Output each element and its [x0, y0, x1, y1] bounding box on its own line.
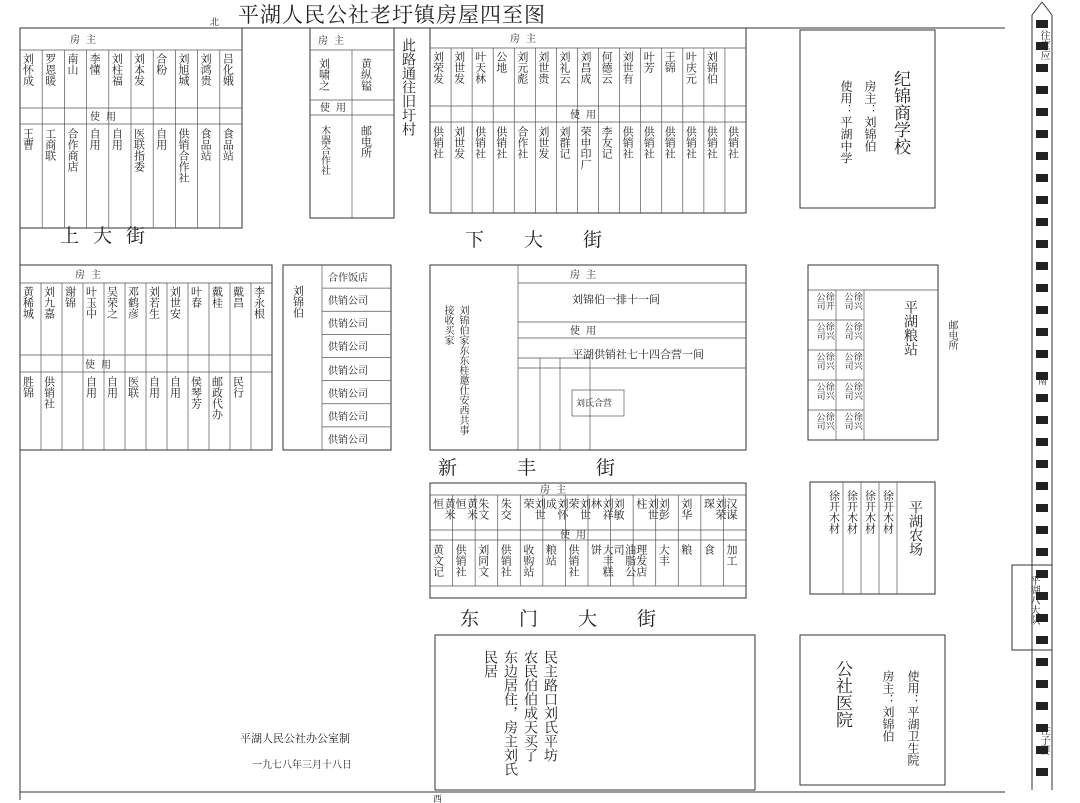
ns-user: 油脂公司: [612, 544, 637, 577]
ub-top-owner-header: 房主: [70, 35, 102, 46]
lb-top-owner: 刘昌成: [579, 51, 592, 84]
lb-top-user: 供销社: [494, 126, 508, 159]
street-new: 新丰街: [438, 457, 676, 479]
lb-top-owner: 叶芳: [642, 51, 656, 73]
temple-owner: 刘啸之: [317, 58, 331, 91]
lb-top-user: 供销社: [621, 126, 635, 159]
pinghu-dazhao-label: 平湖八大队: [1028, 575, 1039, 625]
ns-owner: 刘世柱: [634, 498, 660, 520]
school-top-user: 使用：平湖中学: [839, 80, 853, 164]
right-grid-cell: 徐兴公司: [842, 412, 862, 430]
ub-top-owner: 刘鸿贵: [199, 53, 213, 86]
road-to-ziying: 往子婴: [1038, 725, 1049, 755]
ub-top-owner: 刘怀成: [21, 53, 35, 86]
temple-user: 邮电所: [359, 125, 373, 158]
lb-top-owner: 公地: [494, 51, 508, 73]
right-grid-cell: 徐兴公司: [842, 352, 862, 370]
lb-top-user: 荣申印厂: [579, 126, 592, 170]
ub-bot-owner: 刘九嘉: [42, 286, 56, 319]
ns-owner: 黄米恒: [454, 498, 479, 520]
temple-note: 此路通往旧圩村: [400, 38, 416, 136]
ub-bot-owner: 谢锦: [63, 286, 77, 308]
ns-owner: 朱交: [499, 498, 513, 520]
ns-owner: 刘怀成: [544, 498, 569, 520]
ns-owner: 汉谋: [724, 498, 738, 520]
mid-col-user: 供销公司: [328, 319, 368, 331]
ub-bot-owner: 李永根: [252, 286, 266, 319]
ub-top-user: 食品站: [221, 128, 235, 161]
ub-top-owner: 罗恩暖: [43, 53, 57, 86]
ub-top-user: 医联指委: [132, 128, 146, 172]
ub-top-owner: 刘本发: [132, 53, 146, 86]
ns-user: 理发店: [634, 544, 648, 577]
ub-bot-owner: 邓鹤彦: [126, 286, 140, 319]
yard-user: 平湖供销社七十四合营一间: [572, 348, 704, 361]
ns-user: 收购站: [521, 544, 535, 577]
lb-top-owner: 刘锦伯: [705, 51, 719, 84]
hospital-box: [800, 635, 945, 785]
right-grid-cell: 徐兴公司: [814, 382, 834, 400]
right2-cell: 徐开木材: [827, 490, 841, 534]
ns-user: 粮站: [544, 544, 558, 566]
ub-bot-user: 胜锦: [21, 376, 35, 398]
ub-top-user: 工商联: [43, 128, 57, 161]
ub-bot-user: 自用: [147, 376, 161, 398]
ub-top-user: 自用: [154, 128, 168, 150]
ns-owner: 黄米恒: [431, 498, 457, 520]
right-grid-cell: 徐兴公司: [842, 322, 862, 340]
bottom-left-note2: 东边居住，房主刘氏民居: [482, 650, 518, 776]
ns-owner: 刘荣琛: [702, 498, 727, 520]
lb-top-owner: 刘元彪: [515, 51, 529, 84]
ns-owner: 刘彭: [657, 498, 671, 520]
ns-user: 大丰: [657, 544, 671, 566]
lb-top-owner: 刘世发: [452, 51, 466, 84]
highway: [1032, 2, 1052, 790]
mid-col-user: 供销公司: [328, 342, 368, 354]
ub-bot-user: 侯琴芳: [189, 376, 203, 409]
ns-owner: 刘敏: [612, 498, 626, 520]
right-grid-cell: 徐兴公司: [814, 352, 834, 370]
ub-bot-owner-header: 房主: [75, 270, 107, 281]
mid-col-user: 供销公司: [328, 411, 368, 423]
ns-user: 供销社: [499, 544, 513, 577]
ns-owner: 刘华: [679, 498, 693, 520]
lb-top-owner: 刘世贵: [536, 51, 550, 84]
lb-top-user: 供销社: [473, 126, 487, 159]
map-title: 平湖人民公社老圩镇房屋四至图: [238, 3, 546, 27]
ub-top-owner: 刘柱福: [110, 53, 124, 86]
lb-top-owner: 刘荣发: [431, 51, 445, 84]
ub-bot-owner: 黄稀城: [21, 286, 35, 319]
lb-top-user: 供销社: [684, 126, 698, 159]
lb-top-user: 供销社: [642, 126, 656, 159]
right-grid-cell: 徐开公司: [814, 292, 834, 310]
ub-bot-owner: 刘世安: [168, 286, 182, 319]
lb-top-owner: 叶庆元: [684, 51, 698, 84]
school-top-owner: 房主：刘锦伯: [863, 80, 877, 152]
ub-bot-owner: 叶春: [189, 286, 203, 308]
ub-top-owner: 刘旭城: [176, 53, 190, 86]
ub-top-user: 合作商店: [65, 128, 79, 172]
lb-top-user: 供销社: [726, 126, 740, 159]
lb-top-user: 刘群记: [557, 126, 571, 159]
ub-bot-user: 自用: [84, 376, 98, 398]
yard-owner-header: 房主: [570, 270, 602, 281]
lb-top-user: 李友记: [600, 126, 614, 159]
yard-owner: 刘锦伯一排十一间: [572, 293, 660, 306]
ns-user: 黄文记: [431, 544, 445, 577]
right2-cell: 徐开木材: [881, 490, 895, 534]
lb-top-user: 供销社: [705, 126, 719, 159]
lb-top-user: 刘世发: [536, 126, 550, 159]
ub-top-owner: 吕化娥: [221, 53, 235, 86]
west-marker: 西: [433, 795, 443, 803]
street-upper: 上大街: [60, 225, 160, 247]
ns-owner: 朱文: [476, 498, 490, 520]
ub-bot-user: 供销社: [42, 376, 56, 409]
right2-cell: 徐开木材: [845, 490, 859, 534]
footer-date: 一九七八年三月十八日: [252, 760, 352, 771]
mid-col-user: 合作饭店: [328, 273, 368, 284]
right-grid-cell: 徐兴公司: [842, 292, 862, 310]
temple-owner-header: 房主: [318, 36, 350, 47]
ub-bot-user: 自用: [168, 376, 182, 398]
ns-owner: 刘世荣: [521, 498, 547, 520]
school-top-title: 纪锦商学校: [890, 70, 910, 155]
temple-owner: 黄纵镒: [359, 58, 373, 91]
ub-bot-user-header: 使用: [85, 360, 117, 371]
ns-owner-header: 房主: [540, 485, 572, 496]
right-grid-use: 平湖粮站: [902, 300, 918, 356]
ub-bot-user: 邮政代办: [210, 376, 224, 420]
ub-top-owner: 南山: [65, 53, 79, 75]
mid-col-user: 供销公司: [328, 388, 368, 400]
mid-col-owner: 刘锦伯: [291, 285, 305, 318]
ub-bot-user: 民行: [231, 376, 245, 398]
hospital-title: 公社医院: [832, 660, 852, 728]
lb-top-user: 刘世发: [452, 126, 466, 159]
ub-bot-user: 自用: [105, 376, 119, 398]
ub-top-user: 自用: [88, 128, 102, 150]
ub-top-user: 王曹: [21, 128, 35, 150]
ub-top-owner: 李懂: [88, 53, 102, 75]
south-marker: 南: [1038, 377, 1048, 387]
lb-top-owner: 何德云: [600, 51, 614, 84]
yard-small-box: 刘氏合营: [576, 399, 613, 409]
footer-org: 平湖人民公社办公室制: [240, 732, 350, 745]
ub-bot-owner: 戴桂: [210, 286, 224, 308]
ns-user: 大丰糕饼: [589, 544, 615, 577]
temple-user: 木器合作社: [318, 125, 330, 175]
right-grid-note: 邮电所: [946, 320, 957, 350]
right2-cell: 徐开木材: [863, 490, 877, 534]
temple-user-header: 使用: [320, 103, 352, 114]
ub-bot-owner: 刘若生: [147, 286, 161, 319]
ub-top-user: 食品站: [199, 128, 213, 161]
right2-use: 平湖农场: [907, 500, 923, 556]
ns-user: 粮: [679, 544, 693, 555]
lb-top-owner: 王锦: [663, 51, 677, 73]
ub-top-owner: 合粉: [154, 53, 168, 75]
ns-owner: 刘祥林: [589, 498, 615, 520]
mid-col-user: 供销公司: [328, 434, 368, 446]
right-grid-cell: 徐兴公司: [814, 412, 834, 430]
hospital-owner: 房主：刘锦伯: [881, 670, 895, 742]
north-marker: 北: [210, 18, 220, 28]
lb-top-owner: 刘礼云: [557, 51, 571, 84]
lb-top-user: 供销社: [663, 126, 677, 159]
ns-user: 食: [702, 544, 716, 555]
ub-bot-owner: 叶玉中: [84, 286, 98, 319]
ns-user: 加工: [724, 544, 738, 566]
ns-user-header: 使用: [560, 530, 592, 541]
lb-top-owner-header: 房主: [510, 34, 542, 45]
lb-top-owner: 刘世有: [621, 51, 635, 84]
ns-user: 刘同文: [476, 544, 490, 577]
right-grid-cell: 徐兴公司: [814, 322, 834, 340]
ub-bot-owner: 戴昌: [231, 286, 245, 308]
yard-user-header: 使用: [570, 326, 602, 337]
ub-top-user-header: 使用: [90, 112, 122, 123]
ub-bot-user: 医联: [126, 376, 140, 398]
mid-col-user: 供销公司: [328, 296, 368, 308]
yard-note: 刘锦伯家东东桂邀仕安西共事接收买家: [442, 305, 468, 435]
ub-top-user: 自用: [110, 128, 124, 150]
lb-top-owner: 叶天林: [473, 51, 487, 84]
lb-top-user-header: 使用: [570, 110, 602, 121]
ub-top-user: 供销合作社: [176, 128, 190, 183]
mid-col-user: 供销公司: [328, 365, 368, 377]
ub-bot-owner: 吴荣之: [105, 286, 119, 319]
ns-user: 供销社: [566, 544, 580, 577]
road-to-baoying: 往宝应: [1038, 30, 1049, 60]
bottom-left-note: 民主路口刘氏平坊 农民伯伯成天买了: [522, 650, 558, 762]
lb-top-user: 供销社: [431, 126, 445, 159]
hospital-user: 使用：平湖卫生院: [906, 670, 920, 766]
street-east-gate: 东门大街: [460, 608, 697, 630]
ns-owner: 刘世荣: [566, 498, 592, 520]
street-lower: 下大街: [465, 229, 643, 251]
lb-top-user: 合作社: [515, 126, 529, 159]
right-grid-cell: 徐兴公司: [842, 382, 862, 400]
ns-user: 供销社: [454, 544, 468, 577]
